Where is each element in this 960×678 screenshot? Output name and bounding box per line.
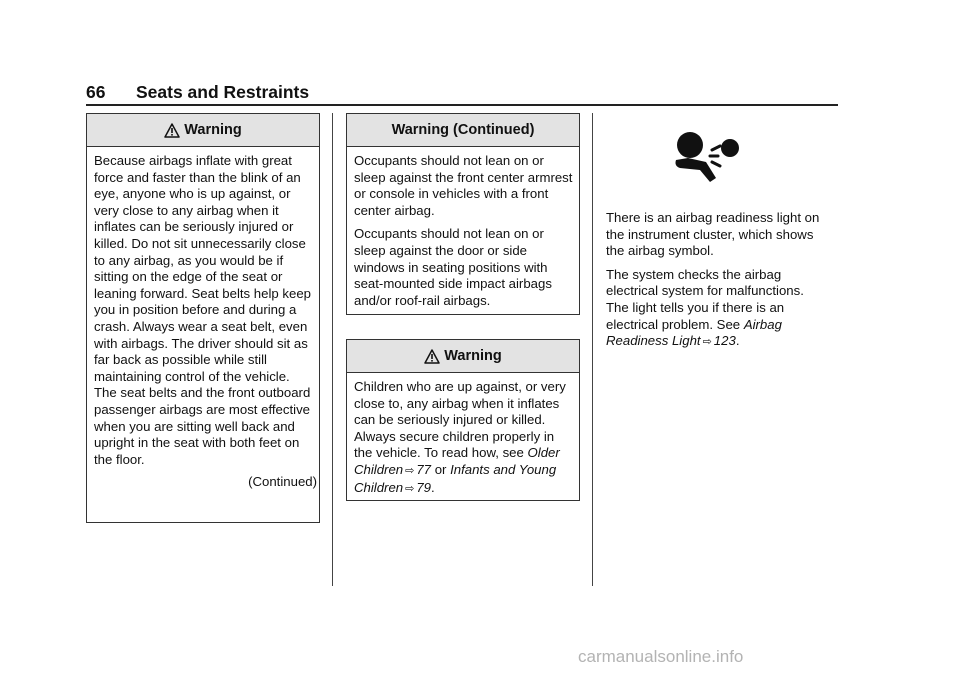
page-arrow-icon: ⇨ [405,482,415,495]
readiness-light-text: There is an airbag readiness light on the instrument cluster, which shows the airbag symbol. [606,210,820,259]
side-airbag-warning-text: Occupants should not lean on or sleep against the door or side windows in seating positions with seat-mounted side impact airbags and/or roof-rail airbags. [354,226,552,308]
warning-body [87,147,319,474]
link-infants-young-children[interactable]: Infants and Young Children ⇨ 79 [354,461,557,495]
header-rule [86,104,838,106]
warning2-title: Warning [444,348,502,364]
page-number: 66 [86,82,106,102]
warning-box-children [346,339,580,501]
armrest-warning-text: Occupants should not lean on or sleep against the front center armrest or console in vehicles with a front center airbag. [354,153,573,218]
warning2-body [347,373,579,503]
warning-box-airbag-force [86,113,320,523]
warning-continued-body [347,147,579,315]
warning-continued-title: Warning (Continued) [391,122,535,138]
system-check-text: The system checks the airbag electrical system for malfunctions. The light tells you if there is an electrical problem. See Airbag Readiness Light ⇨ 123. [606,266,804,349]
continued-label: (Continued) [248,474,317,490]
page-arrow-icon: ⇨ [702,336,712,349]
warning2-header [347,340,579,373]
page-arrow-icon: ⇨ [405,464,415,477]
column-divider-1 [332,113,333,586]
section-title: Seats and Restraints [136,82,310,102]
warning-continued-header [347,114,579,147]
watermark: carmanualsonline.info [578,647,744,666]
warning-box-header [87,114,319,147]
airbag-readiness-icon [670,130,750,191]
warning-title: Warning [184,122,242,138]
link-airbag-readiness-light[interactable]: Airbag Readiness Light ⇨ 123 [606,316,782,349]
children-warning-text: Children who are up against, or very close to, any airbag when it inflates can be seriously injured or killed. Always secure children properly in the vehicle. To read how, see Older Children ⇨ 77 or Infants and Young Children ⇨ 79. [354,379,566,495]
warning-box-continued [346,113,580,315]
link-older-children[interactable]: Older Children ⇨ 77 [354,445,560,477]
warning-text: Because airbags inflate with great force and faster than the blink of an eye, anyone who is up against, or very close to any airbag when it inflates can be seriously injured or killed. Do not sit unnecessarily close to any airbag, as you would be if sitting on the edge of the seat or leaning forward. Seat belts help keep you in position before and during a crash. Always wear a seat belt, even with airbags. The driver should sit as far back as possible while still maintaining control of the vehicle. The seat belts and the front outboard passenger airbags are most effective when you are sitting well back and upright in the seat with both feet on the floor. [94,153,312,467]
page-header [86,82,309,103]
column-divider-2 [592,113,593,586]
airbag-readiness-text [606,210,830,358]
warning-triangle-icon [424,349,440,364]
warning-triangle-icon [164,123,180,138]
